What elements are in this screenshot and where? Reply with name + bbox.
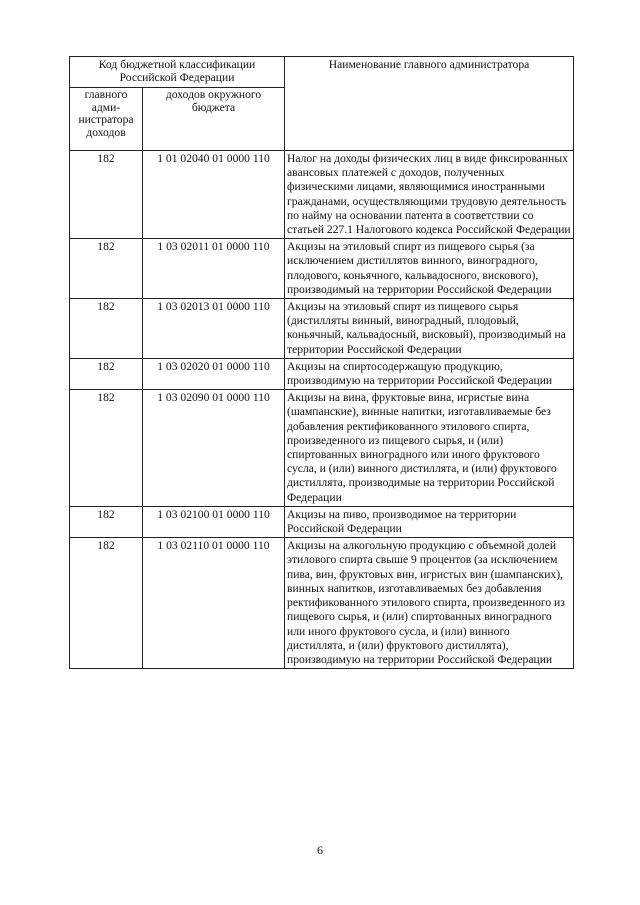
income-code-cell: 1 03 02020 01 0000 110 [143, 358, 285, 389]
income-code-cell: 1 03 02011 01 0000 110 [143, 239, 285, 299]
income-code-cell: 1 03 02013 01 0000 110 [143, 299, 285, 359]
admin-code-cell: 182 [70, 506, 143, 537]
table-row [70, 506, 574, 537]
administrator-name-cell: Акцизы на этиловый спирт из пищевого сырья (дистилляты винный, виноградный, плодовый, коньячный, кальвадосный, висковый), производимый на территории Российской Федерации [285, 299, 574, 359]
admin-code-cell: 182 [70, 299, 143, 359]
admin-code-cell: 182 [70, 239, 143, 299]
administrator-name-cell: Акцизы на пиво, производимое на территории Российской Федерации [285, 506, 574, 537]
income-code-cell: 1 03 02110 01 0000 110 [143, 538, 285, 669]
district-budget-income-code-header: доходов окружного бюджета [143, 88, 285, 151]
income-code-cell: 1 03 02100 01 0000 110 [143, 506, 285, 537]
income-code-cell: 1 03 02090 01 0000 110 [143, 390, 285, 507]
administrator-name-header: Наименование главного администратора [285, 57, 574, 151]
table-row [70, 538, 574, 669]
admin-code-cell: 182 [70, 151, 143, 239]
admin-code-cell: 182 [70, 390, 143, 507]
table-row [70, 358, 574, 389]
table-row [70, 390, 574, 507]
income-code-cell: 1 01 02040 01 0000 110 [143, 151, 285, 239]
table-header [70, 57, 574, 151]
administrator-name-cell: Акцизы на алкогольную продукцию с объемной долей этилового спирта свыше 9 процентов (за исключением пива, вин, фруктовых вин, игристых вин (шампанских), винных напитков, изготавливаемых без добавления ректификованного этилового спирта, произведенного из пищевого сырья, и (или) спиртованных виноградного или иного фруктового сусла, и (или) винного дистиллята, и (или) фруктового дистиллята), производимую на территории Российской Федерации [285, 538, 574, 669]
table-row [70, 151, 574, 239]
administrator-name-cell: Акцизы на этиловый спирт из пищевого сырья (за исключением дистиллятов винного, виноградного, плодового, коньячного, кальвадосного, вискового), производимый на территории Российской Федерации [285, 239, 574, 299]
table-row [70, 239, 574, 299]
table-body [70, 151, 574, 669]
administrator-name-cell: Акцизы на вина, фруктовые вина, игристые вина (шампанские), винные напитки, изготавливаемые без добавления ректификованного этилового спирта, произведенного из пищевого сырья, и (или) спиртованных виноградного или иного фруктового сусла, и (или) винного дистиллята, и (или) фруктового дистиллята, производимые на территории Российской Федерации [285, 390, 574, 507]
administrator-name-cell: Акцизы на спиртосодержащую продукцию, производимую на территории Российской Федерации [285, 358, 574, 389]
budget-code-group-header: Код бюджетной классификации Российской Федерации [70, 57, 285, 88]
admin-code-cell: 182 [70, 538, 143, 669]
administrator-name-cell: Налог на доходы физических лиц в виде фиксированных авансовых платежей с доходов, полученных физическими лицами, являющимися иностранными гражданами, осуществляющими трудовую деятельность по найму на основании патента в соответствии со статьей 227.1 Налогового кодекса Российской Федерации [285, 151, 574, 239]
chief-administrator-code-header: главного адми-нистратора доходов [70, 88, 143, 151]
admin-code-cell: 182 [70, 358, 143, 389]
table-row [70, 299, 574, 359]
budget-classification-table [69, 56, 574, 669]
page-number: 6 [317, 843, 323, 857]
